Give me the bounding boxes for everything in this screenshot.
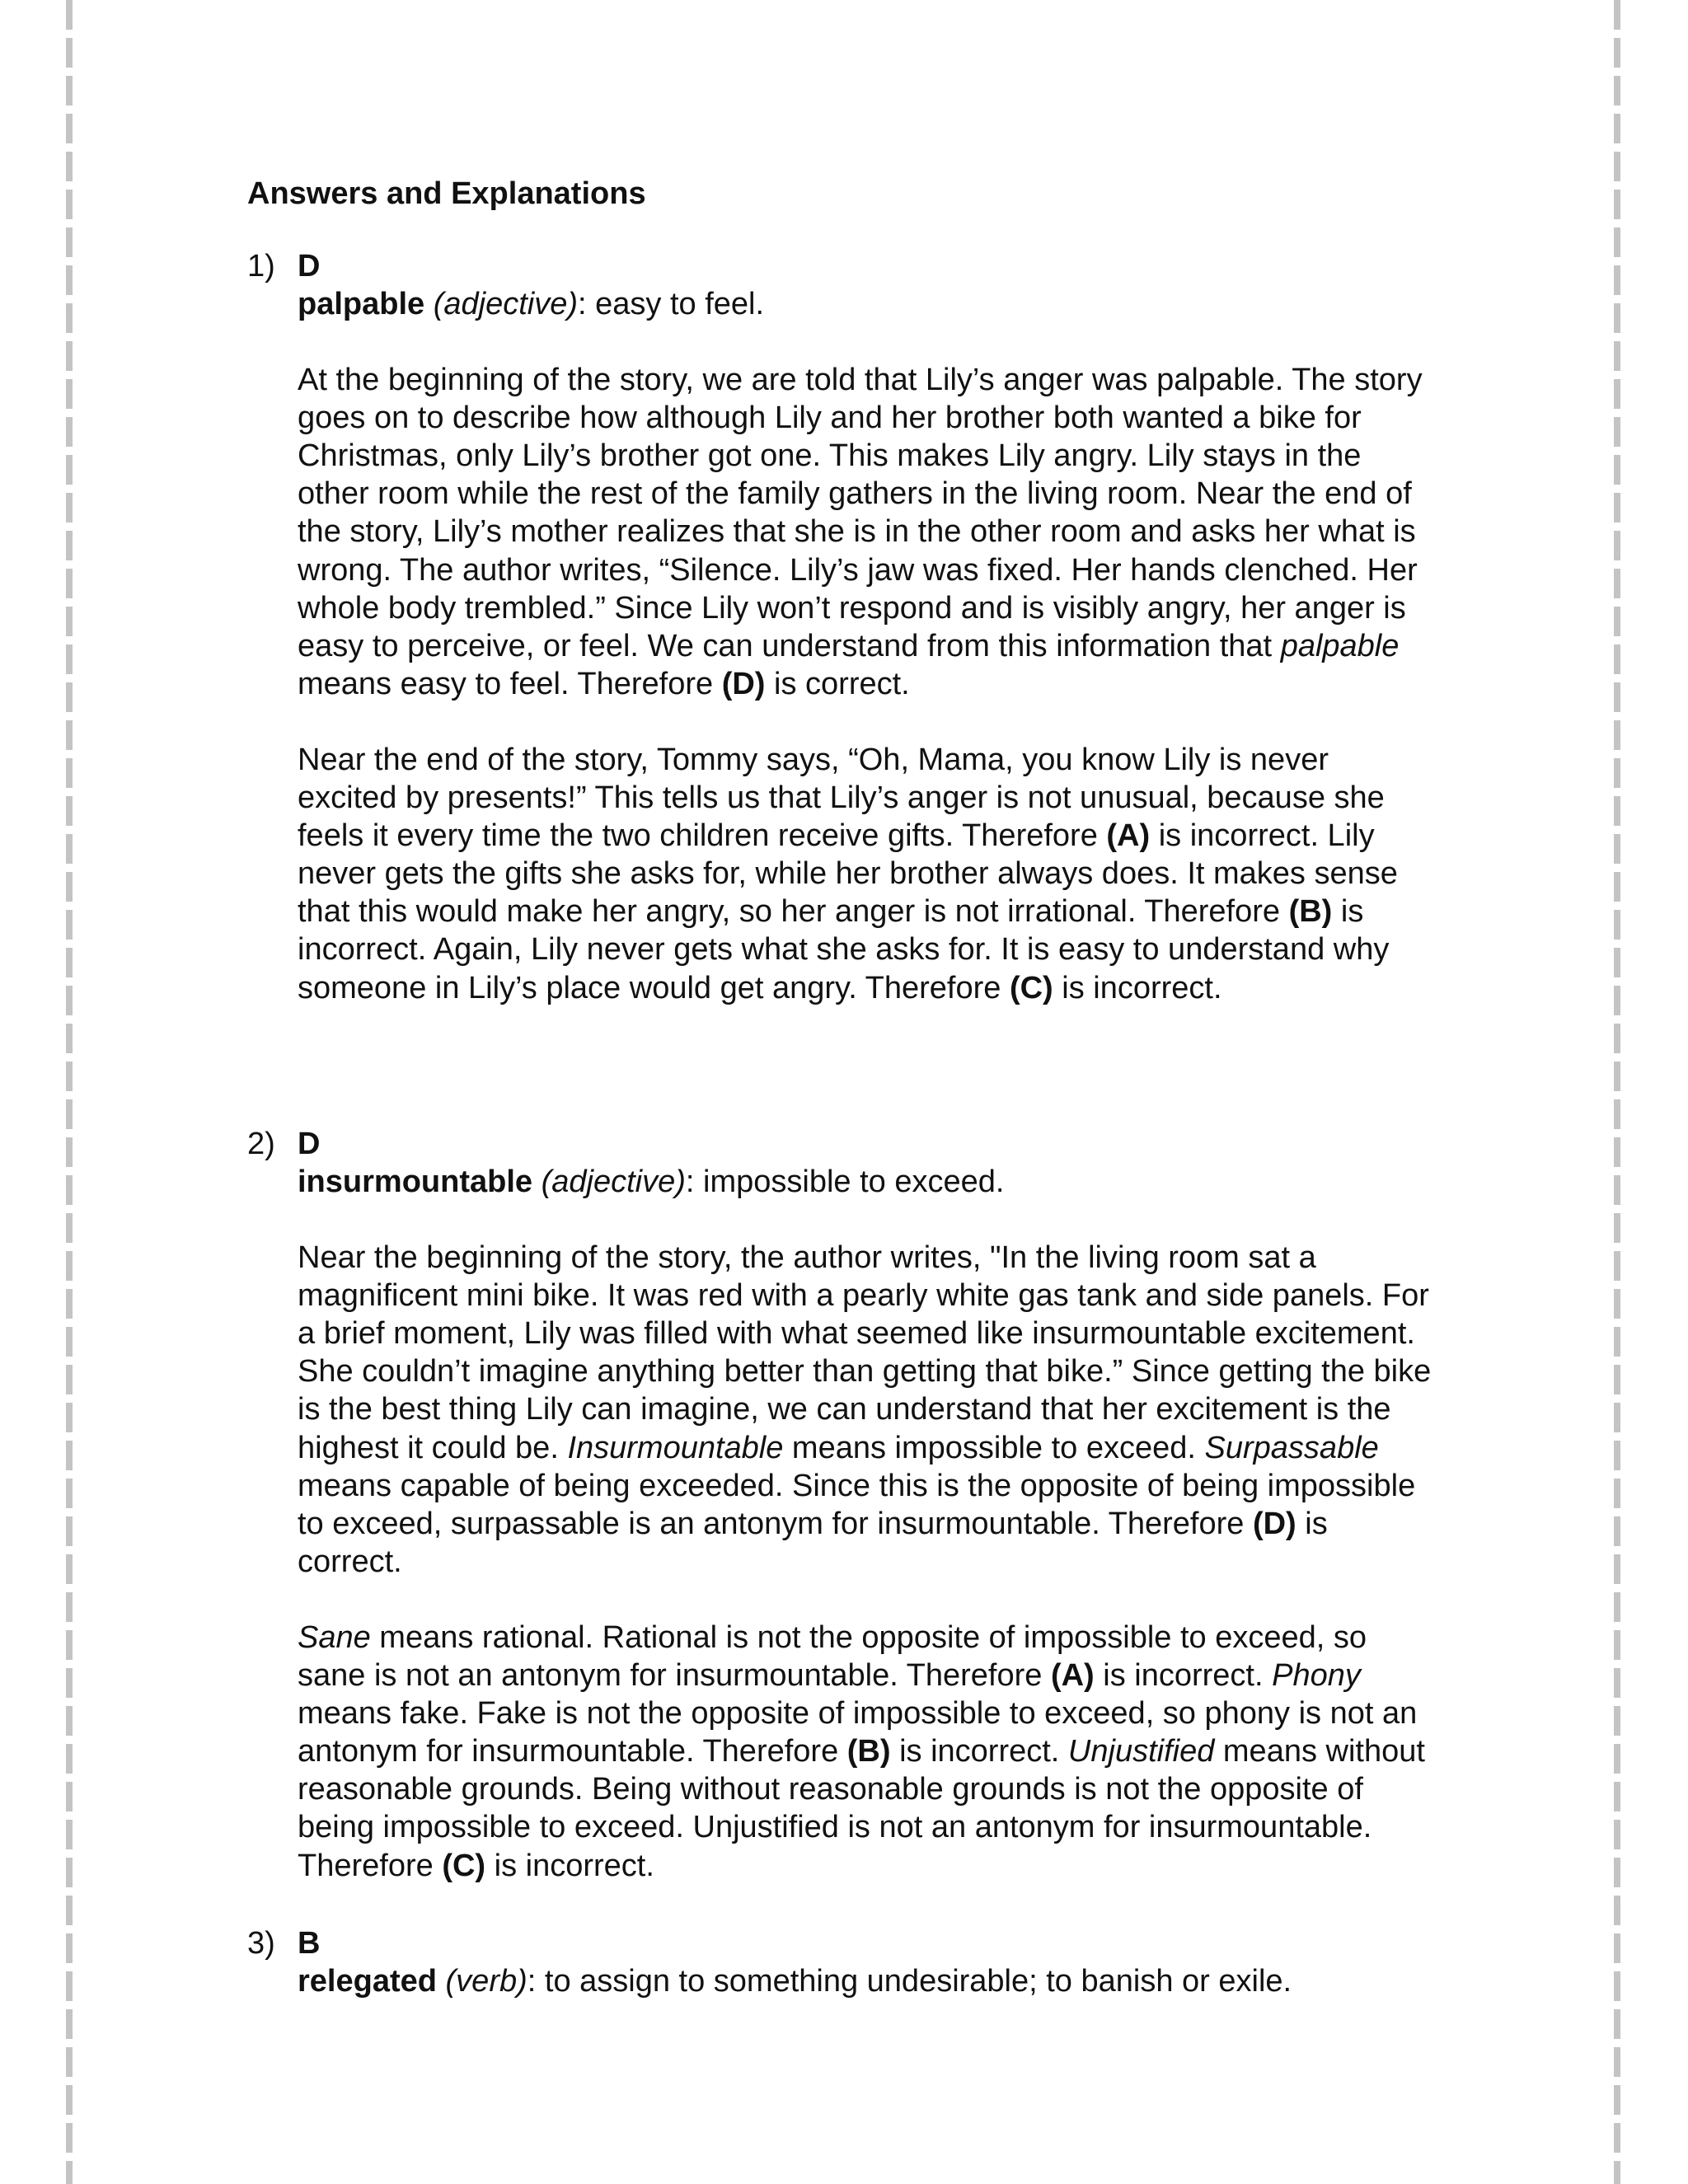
choice-label: (B) xyxy=(1288,894,1333,930)
answer-body xyxy=(298,1962,1434,2000)
explanation-text: is incorrect. xyxy=(890,1734,1068,1769)
explanation-paragraph-correct xyxy=(298,1239,1434,1581)
definition-term: palpable xyxy=(298,287,425,321)
italic-term: Surpassable xyxy=(1204,1430,1379,1465)
answer-body xyxy=(298,1163,1434,1885)
explanation-text: is correct. xyxy=(765,666,910,701)
answer-item-3 xyxy=(247,1924,1434,2000)
explanation-text: means easy to feel. Therefore xyxy=(298,666,722,701)
right-dashed-border xyxy=(1614,0,1620,2184)
choice-label: (A) xyxy=(1050,1658,1095,1694)
definition-text: : to assign to something undesirable; to banish or exile. xyxy=(527,1964,1292,1999)
italic-term: Insurmountable xyxy=(567,1430,784,1465)
definition-text: : impossible to exceed. xyxy=(685,1165,1005,1199)
explanation-text: is incorrect. Lily never gets the gifts she asks for, while her brother always does. It makes sense that this would make her angry, so her anger is not irrational. Therefore xyxy=(298,818,1398,930)
explanation-paragraph-incorrect xyxy=(298,741,1434,1007)
part-of-speech: (verb) xyxy=(445,1964,528,1999)
choice-label: (D) xyxy=(1252,1506,1296,1541)
explanation-text: is incorrect. xyxy=(1053,970,1222,1005)
definition-term: relegated xyxy=(298,1964,437,1999)
choice-label: (D) xyxy=(721,666,766,701)
answer-item-2 xyxy=(247,1125,1434,1885)
explanation-text: means rational. Rational is not the opposite of impossible to exceed, so sane is not an antonym for insurmountable. Therefore xyxy=(298,1619,1367,1694)
italic-term: Unjustified xyxy=(1067,1734,1215,1769)
page-title: Answers and Explanations xyxy=(247,176,646,211)
explanation-text: means impossible to exceed. xyxy=(783,1430,1205,1465)
answer-header xyxy=(247,247,1434,285)
explanation-text: means capable of being exceeded. Since this is the opposite of being impossible to exceed, surpassable is an antonym for insurmountable. Therefore xyxy=(298,1468,1416,1541)
answer-letter: D xyxy=(298,1127,321,1161)
choice-label: (C) xyxy=(1009,970,1053,1005)
explanation-text: is incorrect. xyxy=(485,1848,654,1883)
answer-header xyxy=(247,1125,1434,1163)
explanation-text: Near the beginning of the story, the author writes, "In the living room sat a magnificent mini bike. It was red with a pearly white gas tank and side panels. For a brief moment, Lily was filled with what seemed like insurmountable excitement. She couldn’t imagine anything better than getting that bike.” Since getting the bike is the best thing Lily can imagine, we can understand that her excitement is the highest it could be. xyxy=(298,1240,1432,1465)
part-of-speech: (adjective) xyxy=(541,1165,686,1199)
explanation-text: is incorrect. xyxy=(1094,1658,1273,1694)
answer-body xyxy=(298,285,1434,1007)
part-of-speech: (adjective) xyxy=(433,287,579,321)
answer-letter: B xyxy=(298,1926,321,1961)
definition xyxy=(298,1962,1434,2000)
explanation-paragraph-incorrect xyxy=(298,1619,1434,1885)
explanation-text: means fake. Fake is not the opposite of impossible to exceed, so phony is not an antonym for insurmountable. Therefore xyxy=(298,1696,1418,1769)
explanation-text: is incorrect. Again, Lily never gets what she asks for. It is easy to understand why someone in Lily’s place would get angry. Therefore xyxy=(298,894,1390,1005)
italic-term: Sane xyxy=(298,1619,371,1655)
explanation-text: is correct. xyxy=(298,1506,1328,1579)
definition xyxy=(298,285,1434,323)
left-dashed-border xyxy=(66,0,73,2184)
answer-letter: D xyxy=(298,249,321,284)
explanation-text: means without reasonable grounds. Being without reasonable grounds is not the opposite of being impossible to exceed. Unjustified is not an antonym for insurmountable. Therefore xyxy=(298,1734,1425,1883)
choice-label: (A) xyxy=(1106,818,1151,854)
definition-term: insurmountable xyxy=(298,1165,533,1199)
explanation-text: At the beginning of the story, we are told that Lily’s anger was palpable. The story goes on to describe how although Lily and her brother both wanted a bike for Christmas, only Lily’s brother got one. This makes Lily angry. Lily stays in the other room while the rest of the family gathers in the living room. Near the end of the story, Lily’s mother realizes that she is in the other room and asks her what is wrong. The author writes, “Silence. Lily’s jaw was fixed. Her hands clenched. Her whole body trembled.” Since Lily won’t respond and is visibly angry, her anger is easy to perceive, or feel. We can understand from this information that xyxy=(298,363,1423,663)
definition-text: : easy to feel. xyxy=(578,287,765,321)
answer-number: 3) xyxy=(247,1926,275,1961)
definition xyxy=(298,1163,1434,1201)
answer-number: 2) xyxy=(247,1127,275,1161)
italic-term: palpable xyxy=(1280,628,1400,663)
explanation-paragraph-correct xyxy=(298,361,1434,703)
explanation-text: Near the end of the story, Tommy says, “Oh, Mama, you know Lily is never excited by presents!” This tells us that Lily’s anger is not unusual, because she feels it every time the two children receive gifts. Therefore xyxy=(298,742,1385,854)
answer-item-1 xyxy=(247,247,1434,1007)
italic-term: Phony xyxy=(1272,1658,1361,1694)
choice-label: (B) xyxy=(846,1734,891,1769)
answer-header xyxy=(247,1924,1434,1962)
answer-number: 1) xyxy=(247,249,275,284)
choice-label: (C) xyxy=(442,1848,486,1883)
